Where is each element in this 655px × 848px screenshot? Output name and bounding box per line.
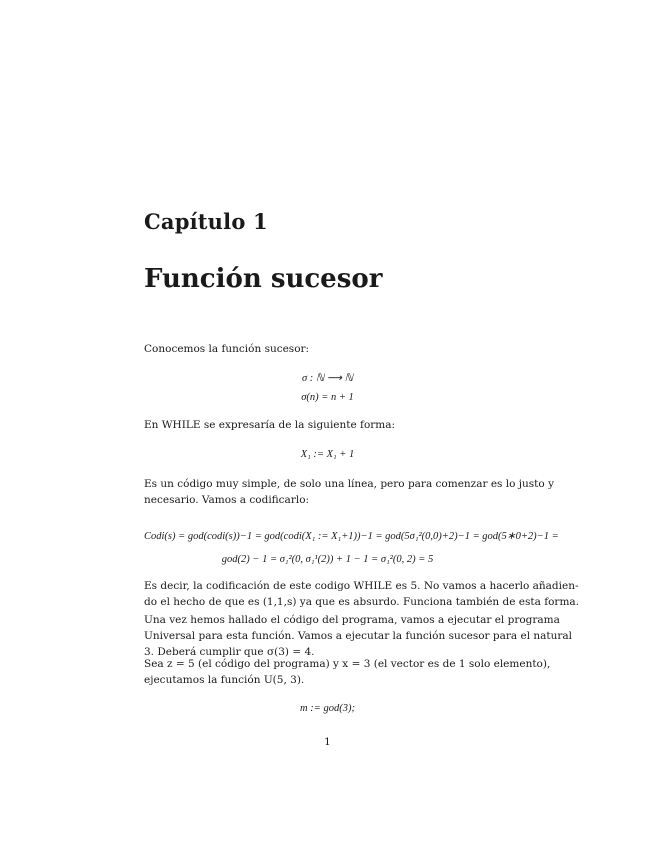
equation-assignment: m := god(3); xyxy=(300,703,355,714)
chapter-title: Función sucesor xyxy=(144,264,383,294)
paragraph-line: Universal para esta función. Vamos a ejecutar la función sucesor para el natural xyxy=(144,630,573,642)
equation-while-code: X₁ := X₁ + 1 xyxy=(300,449,355,460)
paragraph-line: do el hecho de que es (1,1,s) ya que es absurdo. Funciona también de esta forma. xyxy=(144,596,579,608)
paragraph-line: Sea z = 5 (el código del programa) y x = 3 (el vector es de 1 solo elemento), xyxy=(144,658,551,670)
equation-codification-1: Codi(s) = god(codi(s))−1 = god(codi(X₁ := X₁+1))−1 = god(5σ₁²(0,0)+2)−1 = god(5∗0+2)−1 = xyxy=(144,531,559,542)
paragraph-execution xyxy=(144,656,551,688)
paragraph-while: En WHILE se expresaría de la siguiente forma: xyxy=(144,419,396,431)
chapter-label: Capítulo 1 xyxy=(144,209,268,234)
paragraph-line: ejecutamos la función U(5, 3). xyxy=(144,674,305,686)
paragraph-line: 3. Deberá cumplir que σ(3) = 4. xyxy=(144,646,315,658)
page-number: 1 xyxy=(324,736,331,748)
equation-definition: σ(n) = n + 1 xyxy=(301,392,354,403)
paragraph-line: Una vez hemos hallado el código del programa, vamos a ejecutar el programa xyxy=(144,614,560,626)
paragraph-line: Es un código muy simple, de solo una línea, pero para comenzar es lo justo y xyxy=(144,478,554,490)
paragraph-line: necesario. Vamos a codificarlo: xyxy=(144,494,310,506)
paragraph-universal xyxy=(144,612,573,660)
equation-codification-2: god(2) − 1 = σ₁²(0, σ₁¹(2)) + 1 − 1 = σ₁²(0, 2) = 5 xyxy=(221,554,434,565)
paragraph-result xyxy=(144,578,579,610)
paragraph-intro: Conocemos la función sucesor: xyxy=(144,343,310,355)
paragraph-line: Es decir, la codificación de este codigo WHILE es 5. No vamos a hacerlo añadien- xyxy=(144,580,579,592)
equation-signature: σ : ℕ ⟶ ℕ xyxy=(301,373,354,384)
paragraph-simple-code xyxy=(144,476,554,508)
